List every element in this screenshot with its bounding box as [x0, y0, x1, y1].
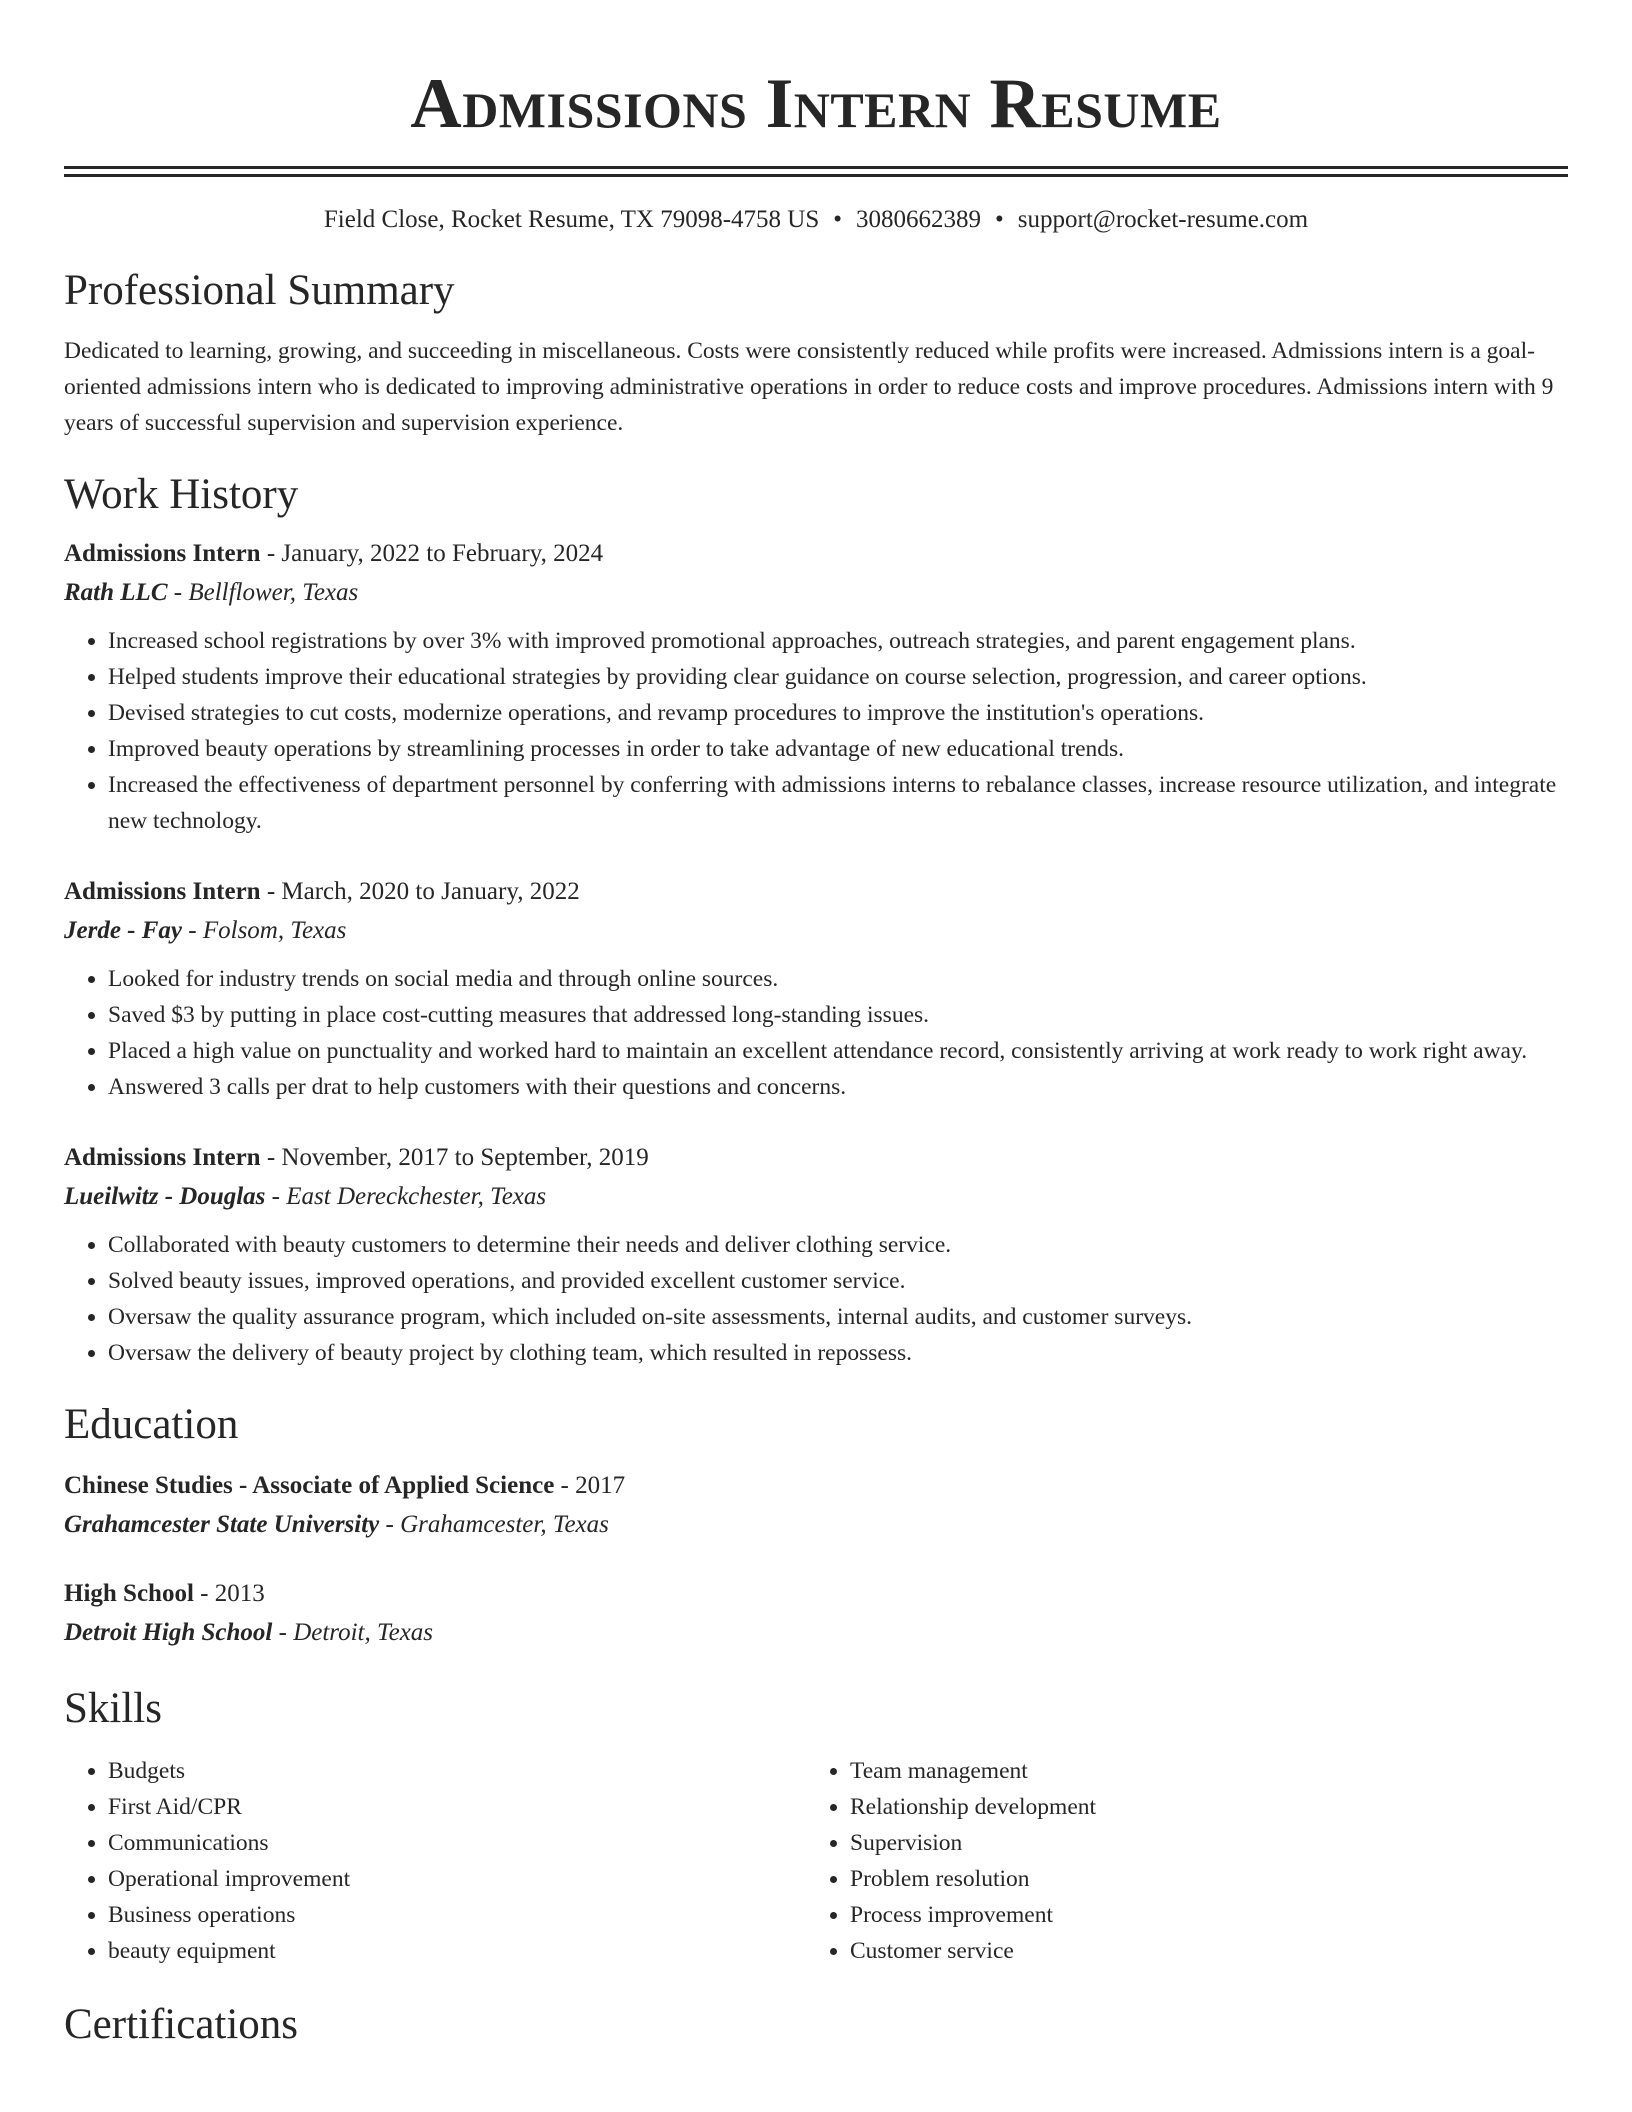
education-school: Detroit High School: [64, 1619, 273, 1646]
skills-list-left: [64, 1753, 806, 1969]
list-item: • Looked for industry trends on social media and through online sources.: [108, 961, 1568, 997]
skill-item: • beauty equipment: [108, 1933, 806, 1969]
education-location: - Detroit, Texas: [272, 1619, 434, 1646]
skill-item: • Team management: [850, 1753, 1548, 1789]
skill-item: • Problem resolution: [850, 1861, 1548, 1897]
education-degree: Chinese Studies - Associate of Applied Science: [64, 1472, 555, 1499]
skills-columns: [64, 1753, 1568, 1969]
job-bullets: [64, 1227, 1568, 1371]
job-company-line: [64, 911, 1568, 951]
contact-email: support@rocket-resume.com: [1017, 206, 1309, 233]
list-item: • Collaborated with beauty customers to determine their needs and deliver clothing service.: [108, 1227, 1568, 1263]
list-item: • Oversaw the delivery of beauty project by clothing team, which resulted in repossess.: [108, 1335, 1568, 1371]
list-item: • Increased school registrations by over 3% with improved promotional approaches, outreach strategies, and parent engagement plans.: [108, 623, 1568, 659]
list-item: • Answered 3 calls per drat to help customers with their questions and concerns.: [108, 1069, 1568, 1105]
skill-item: • Budgets: [108, 1753, 806, 1789]
job-title-line: [64, 873, 1568, 911]
work-history-heading: Work History: [64, 471, 299, 518]
job-title: Admissions Intern: [64, 1144, 261, 1171]
education-year: - 2017: [554, 1472, 626, 1499]
title-double-rule: [64, 166, 1568, 177]
education-degree: High School: [64, 1580, 194, 1607]
job-company: Lueilwitz - Douglas: [64, 1183, 266, 1210]
education-school: Grahamcester State University: [64, 1511, 380, 1538]
skills-heading: Skills: [64, 1685, 162, 1732]
summary-text: Dedicated to learning, growing, and succeeding in miscellaneous. Costs were consistently reduced while profits were increased. Admissions intern is a goal-oriented admissions intern who is dedicated to improving administrative operations in order to reduce costs and improve procedures. Admissions intern with 9 years of successful supervision and supervision experience.: [64, 338, 1554, 436]
skill-item: • Relationship development: [850, 1789, 1548, 1825]
contact-separator: •: [995, 206, 1004, 233]
education-year: - 2013: [193, 1580, 265, 1607]
skill-item: • Business operations: [108, 1897, 806, 1933]
job-company: Jerde - Fay: [64, 917, 183, 944]
skill-item: • First Aid/CPR: [108, 1789, 806, 1825]
job-title: Admissions Intern: [64, 540, 261, 567]
skill-item: • Operational improvement: [108, 1861, 806, 1897]
skill-item: • Supervision: [850, 1825, 1548, 1861]
job-title-line: [64, 535, 1568, 573]
contact-separator: •: [833, 206, 843, 233]
job-entry: [64, 535, 1568, 839]
list-item: • Increased the effectiveness of department personnel by conferring with admissions interns to rebalance classes, increase resource utilization, and integrate new technology.: [108, 767, 1568, 839]
contact-address: Field Close, Rocket Resume, TX 79098-4758 US: [323, 206, 820, 233]
job-location: - Bellflower, Texas: [167, 579, 359, 606]
education-entry: [64, 1467, 1568, 1545]
education-entry: [64, 1575, 1568, 1653]
resume-page: [64, 0, 1568, 2051]
education-heading: Education: [64, 1401, 239, 1448]
list-item: • Placed a high value on punctuality and worked hard to maintain an excellent attendance record, consistently arriving at work ready to work right away.: [108, 1033, 1568, 1069]
list-item: • Devised strategies to cut costs, modernize operations, and revamp procedures to improve the institution's operations.: [108, 695, 1568, 731]
list-item: • Saved $3 by putting in place cost-cutting measures that addressed long-standing issues.: [108, 997, 1568, 1033]
job-dates: - November, 2017 to September, 2019: [260, 1144, 649, 1171]
job-title-line: [64, 1139, 1568, 1177]
job-entry: [64, 1139, 1568, 1371]
job-dates: - March, 2020 to January, 2022: [260, 878, 580, 905]
list-item: • Improved beauty operations by streamlining processes in order to take advantage of new educational trends.: [108, 731, 1568, 767]
certifications-heading: Certifications: [64, 2001, 299, 2048]
job-location: - Folsom, Texas: [182, 917, 347, 944]
summary-heading: Professional Summary: [64, 267, 455, 314]
contact-line: [64, 203, 1568, 237]
education-degree-line: [64, 1575, 1568, 1613]
job-entry: [64, 873, 1568, 1105]
education-degree-line: [64, 1467, 1568, 1505]
job-title: Admissions Intern: [64, 878, 261, 905]
list-item: • Oversaw the quality assurance program, which included on-site assessments, internal audits, and customer surveys.: [108, 1299, 1568, 1335]
resume-title: Admissions Intern Resume: [410, 65, 1222, 143]
list-item: • Helped students improve their educational strategies by providing clear guidance on course selection, progression, and career options.: [108, 659, 1568, 695]
education-school-line: [64, 1505, 1568, 1545]
job-company: Rath LLC: [64, 579, 168, 606]
job-dates: - January, 2022 to February, 2024: [260, 540, 604, 567]
education-location: - Grahamcester, Texas: [379, 1511, 609, 1538]
skills-list-right: [806, 1753, 1548, 1969]
job-company-line: [64, 1177, 1568, 1217]
contact-phone: 3080662389: [856, 206, 982, 233]
job-company-line: [64, 573, 1568, 613]
job-bullets: [64, 961, 1568, 1105]
list-item: • Solved beauty issues, improved operations, and provided excellent customer service.: [108, 1263, 1568, 1299]
job-bullets: [64, 623, 1568, 839]
skill-item: • Communications: [108, 1825, 806, 1861]
job-location: - East Dereckchester, Texas: [265, 1183, 547, 1210]
skill-item: • Customer service: [850, 1933, 1548, 1969]
education-school-line: [64, 1613, 1568, 1653]
skill-item: • Process improvement: [850, 1897, 1548, 1933]
